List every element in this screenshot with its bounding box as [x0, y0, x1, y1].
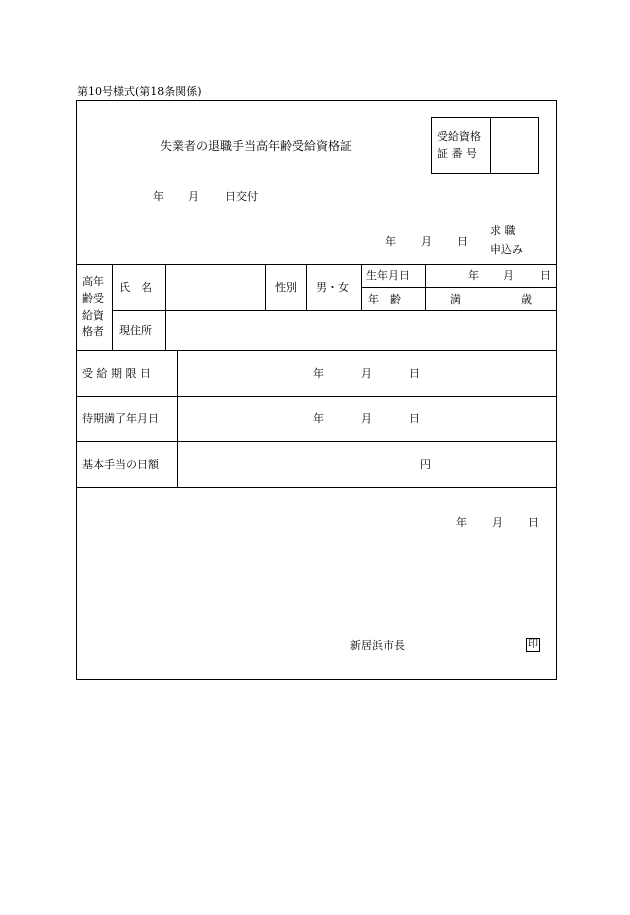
waiting-end-day: 日	[409, 412, 420, 425]
footer-day: 日	[528, 516, 539, 529]
holder-section-label-4: 格者	[82, 325, 104, 338]
application-label-line1: 求 職	[490, 224, 516, 237]
expiry-date-label: 受 給 期 限 日	[82, 367, 151, 380]
name-row-bottom-line	[112, 310, 557, 311]
waiting-end-month: 月	[361, 412, 372, 425]
issue-day-label: 日交付	[225, 190, 258, 203]
holder-section-label-1: 高年	[82, 275, 104, 288]
holder-label-divider	[112, 264, 113, 350]
footer-year: 年	[456, 516, 467, 529]
name-label: 氏 名	[119, 281, 152, 294]
birth-age-divider-line	[361, 287, 557, 288]
signer-title: 新居浜市長	[350, 639, 405, 652]
application-year-label: 年	[385, 235, 396, 248]
row1-bottom-line	[76, 396, 557, 397]
age-full: 満	[450, 293, 461, 306]
name-label-divider	[165, 264, 166, 350]
certificate-title: 失業者の退職手当高年齢受給資格証	[160, 139, 353, 153]
holder-top-line	[76, 264, 557, 265]
row3-bottom-line	[76, 487, 557, 488]
birth-label: 生年月日	[366, 269, 410, 282]
age-label: 年 齢	[368, 293, 401, 306]
birth-month: 月	[503, 269, 514, 282]
age-unit: 歳	[521, 293, 532, 306]
holder-bottom-line	[76, 350, 557, 351]
waiting-end-year: 年	[313, 412, 324, 425]
cert-number-label-line1: 受給資格	[437, 130, 481, 143]
sex-label: 性別	[275, 281, 297, 294]
sex-options[interactable]: 男・女	[316, 281, 349, 294]
expiry-year: 年	[313, 367, 324, 380]
issue-month-label: 月	[188, 190, 199, 203]
birth-day: 日	[540, 269, 551, 282]
cert-number-box	[431, 117, 539, 174]
certificate-frame	[76, 100, 557, 680]
application-label-line2: 申込み	[490, 243, 523, 256]
row2-bottom-line	[76, 441, 557, 442]
expiry-month: 月	[361, 367, 372, 380]
sex-options-left-line	[306, 264, 307, 310]
holder-section-label-2: 齢受	[82, 292, 104, 305]
rows-label-divider	[177, 350, 178, 487]
form-label: 第10号様式(第18条関係)	[77, 85, 202, 98]
birth-year: 年	[468, 269, 479, 282]
waiting-end-date-label: 待期満了年月日	[82, 412, 159, 425]
birth-value-left-line	[425, 264, 426, 310]
birth-label-left-line	[361, 264, 362, 310]
expiry-day: 日	[409, 367, 420, 380]
footer-month: 月	[492, 516, 503, 529]
holder-section-label-3: 給資	[82, 309, 104, 322]
cert-number-label-line2: 証 番 号	[437, 147, 477, 160]
issue-year-label: 年	[153, 190, 164, 203]
application-day-label: 日	[457, 235, 468, 248]
sex-label-left-line	[265, 264, 266, 310]
address-label: 現住所	[119, 324, 152, 337]
cert-number-divider	[490, 117, 491, 174]
daily-amount-unit: 円	[420, 458, 431, 471]
application-month-label: 月	[421, 235, 432, 248]
daily-amount-label: 基本手当の日額	[82, 458, 159, 471]
seal-mark: 印	[528, 639, 538, 650]
